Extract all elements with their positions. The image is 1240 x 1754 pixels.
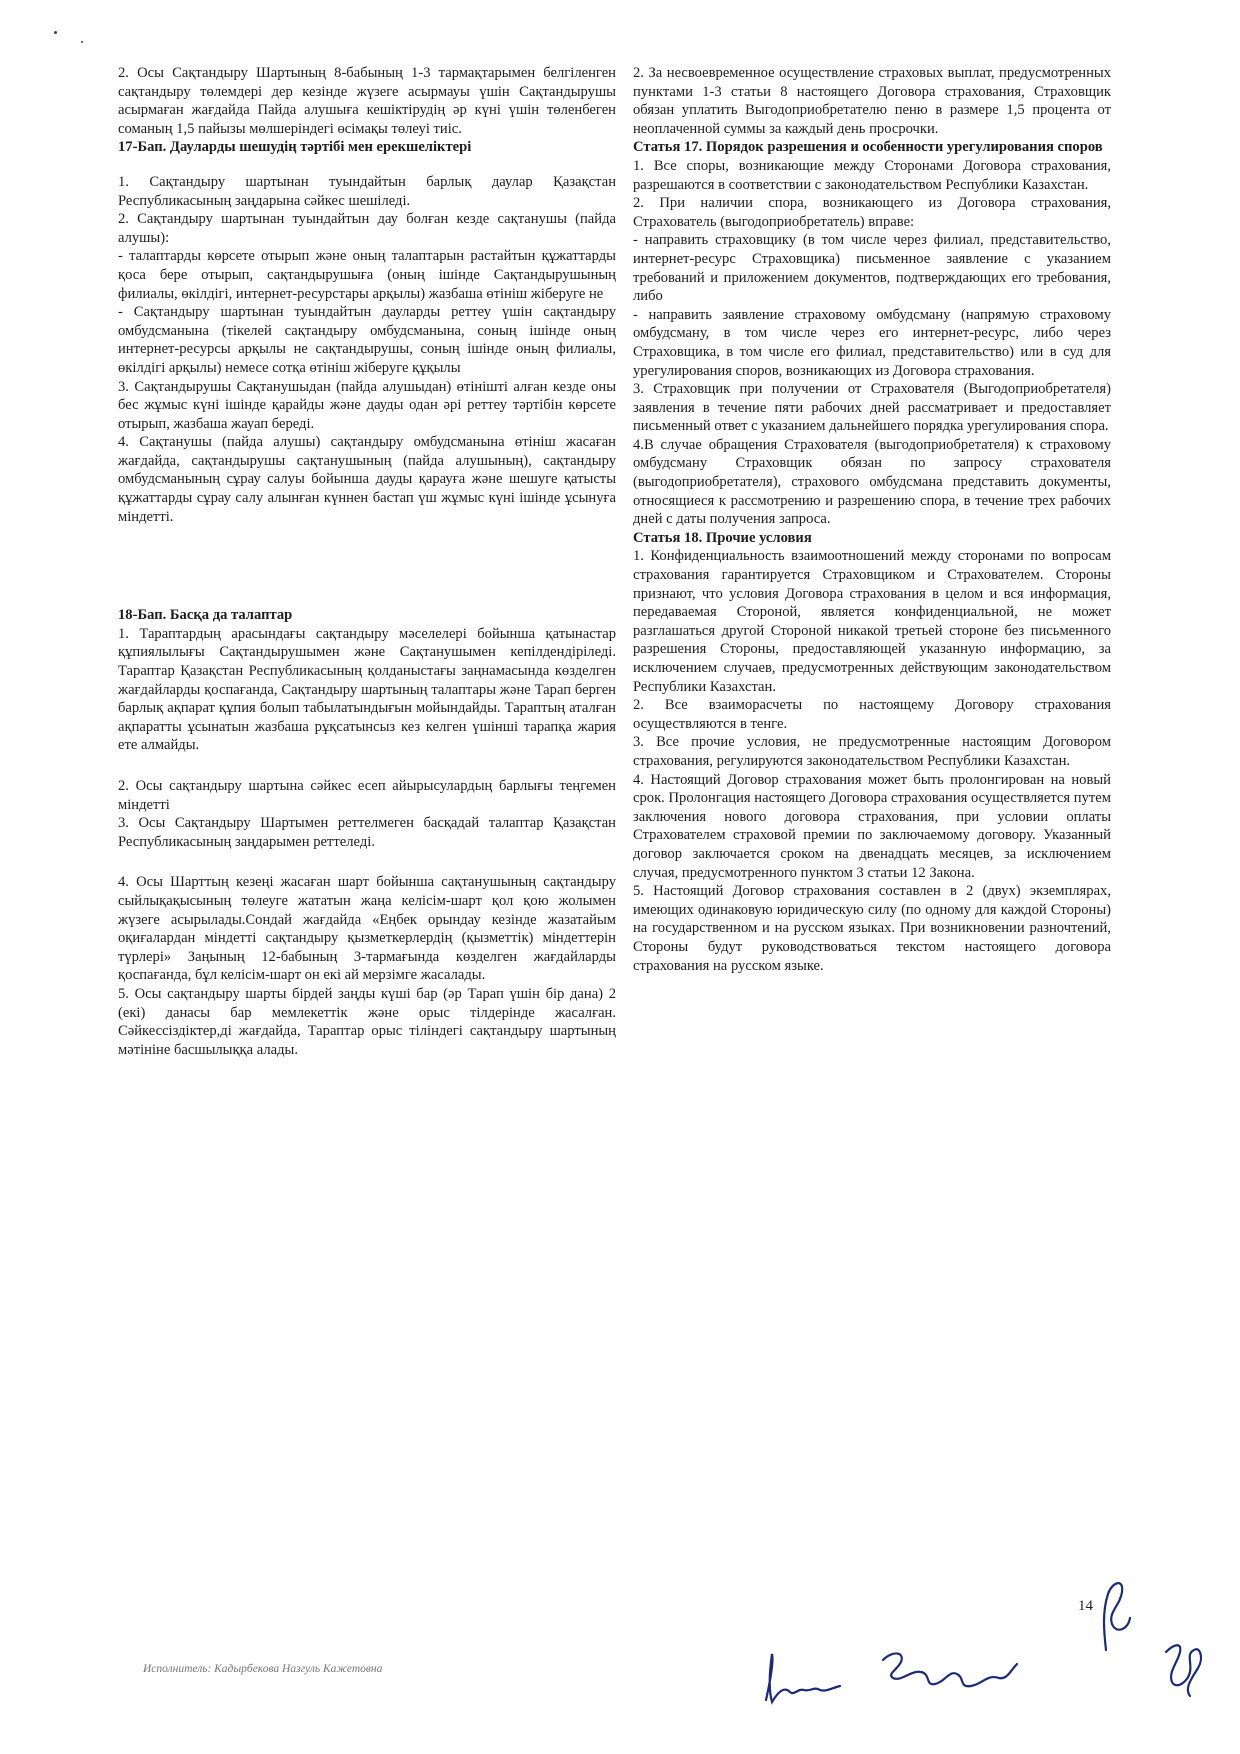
paragraph: - направить заявление страховому омбудсману (напрямую страховому омбудсману, в том числе через его интернет-ресурс, либо через Страховщика, в том числе его филиал, представительство) или в суд для урегулирования споров, возникающих из Договора страхования. [633,306,1111,379]
paragraph: 4. Осы Шарттың кезеңі жасаған шарт бойынша сақтанушының сақтандыру сыйлықақысының төлеуге жататын жаңа келісім-шарт қол қою жолымен жүзеге асырылады.Сондай жағдайда «Еңбек орындау кезінде жазатайым оқиғалардан міндетті сақтандыру қызметкерлердің (қызметтік) міндеттерін түрлері» Заңының 12-бабының 3-тармағында көзделген жағдайларды қоспағанда, бұл келісім-шарт он екі ай мерзімге жасалады. [118,874,616,984]
signature-2 [875,1640,1025,1700]
paragraph: 4. Сақтанушы (пайда алушы) сақтандыру омбудсманына өтініш жасаған жағдайда, сақтандырушы сақтанушының (пайда алушының), сақтандыру омбудсманының сұрау салуы бойынша дауды қарауға және шешуге қатысты құжаттарды сұрау салу алынған күннен бастап үш жұмыс күні ішінде ұсынуға міндетті. [118,434,616,525]
paragraph: 2. За несвоевременное осуществление страховых выплат, предусмотренных пунктами 1-3 статьи 8 настоящего Договора страхования, Страховщик обязан уплатить Выгодоприобретателю пеню в размере 1,5 процента от неоплаченной суммы за каждый день просрочки. [633,65,1111,137]
paragraph: - Сақтандыру шартынан туындайтын дауларды реттеу үшін сақтандыру омбудсманына (тікелей сақтандыру омбудсманына, соның ішінде оның интернет-ресурсы арқылы не сақтандырушы, соның ішінде оның филиалы, өкілдігі арқылы) немесе сотқа өтініш жіберуге құқылы [118,304,616,376]
paragraph: 3. Страховщик при получении от Страхователя (Выгодоприобретателя) заявления в течение пяти рабочих дней рассматривает и предоставляет письменный ответ с указанием дальнейшего порядка урегулирования спора. [633,381,1111,435]
scan-speck [54,31,57,34]
paragraph: 3. Сақтандырушы Сақтанушыдан (пайда алушыдан) өтінішті алған кезде оны бес жұмыс күні ішінде қарайды және дауды одан әрі реттеу тәртібін көрсете отырып, жазбаша жауап береді. [118,378,616,432]
section-heading: 17-Бап. Дауларды шешудің тәртібі мен ерекшеліктері [118,139,472,156]
initials-right [1160,1632,1210,1702]
signature-1 [756,1642,846,1712]
executor-line: Исполнитель: Кадырбекова Назгуль Кажетовна [143,1663,383,1675]
paragraph: 2. Сақтандыру шартынан туындайтын дау болған кезде сақтанушы (пайда алушы): [118,211,616,246]
paragraph: - талаптарды көрсете отырып және оның талаптарын растайтын құжаттарды қоса бере отырып, сақтандырушыға (оның ішінде Сақтандырушының филиалы, өкілдігі, интернет-ресурстары арқылы) жазбаша өтініш жіберуге не [118,248,616,302]
initials [1094,1572,1134,1652]
russian-column [633,64,1111,975]
section-heading: Статья 18. Прочие условия [633,529,812,546]
paragraph: 4. Настоящий Договор страхования может быть пролонгирован на новый срок. Пролонгация настоящего Договора страхования осуществляется путем заключения нового договора страхования, при условии оплаты Страхователем страховой премии по заключаемому договору. Указанный договор заключается сроком на двенадцать месяцев, за исключением случая, предусмотренного пунктом 3 статьи 12 Закона. [633,771,1111,881]
paragraph: 2. Осы сақтандыру шартына сәйкес есеп айырысулардың барлығы теңгемен міндетті [118,778,616,813]
paragraph: - направить страховщику (в том числе через филиал, представительство, интернет-ресурс Страховщика) письменное заявление с указанием требований и приложением документов, подтверждающих его требования, либо [633,232,1111,305]
paragraph: 4.В случае обращения Страхователя (выгодоприобретателя) к страховому омбудсману Страховщик обязан по запросу страхователя (выгодоприобретателя), страхового омбудсмана представить документы, относящиеся к рассмотрению и разрешению спора, в течение трех рабочих дней с даты получения запроса. [633,436,1111,528]
section-heading: 18-Бап. Басқа да талаптар [118,607,293,624]
page-number: 14 [1078,1598,1093,1614]
kazakh-column [118,64,616,1059]
paragraph: 5. Осы сақтандыру шарты бірдей заңды күші бар (әр Тарап үшін бір дана) 2 (екі) данасы бар мемлекеттік және орыс тілдерінде жасалған. Сәйкессіздіктер,ді жағдайда, Тараптар орыс тіліндегі сақтандыру шартының мәтініне басшылыққа алады. [118,985,616,1058]
paragraph: 1. Все споры, возникающие между Сторонами Договора страхования, разрешаются в соответствии с законодательством Республики Казахстан. [633,157,1111,193]
section-heading: Статья 17. Порядок разрешения и особенности урегулирования споров [633,139,1103,156]
paragraph: 2. При наличии спора, возникающего из Договора страхования, Страхователь (выгодоприобретатель) вправе: [633,195,1111,230]
paragraph: 3. Все прочие условия, не предусмотренные настоящим Договором страхования, регулируются законодательством Республики Казахстан. [633,734,1111,769]
paragraph: 5. Настоящий Договор страхования составлен в 2 (двух) экземплярах, имеющих одинаковую юридическую силу (по одному для каждой Стороны) на государственном и на русском языках. При возникновении разночтений, Стороны будут руководствоваться текстом настоящего договора страхования на русском языке. [633,883,1111,974]
scan-speck [81,41,83,43]
paragraph: 2. Все взаиморасчеты по настоящему Договору страхования осуществляются в тенге. [633,697,1111,732]
paragraph: 1. Конфиденциальность взаимоотношений между сторонами по вопросам страхования гарантируется Страховщиком и Страхователем. Стороны признают, что условия Договора страхования в целом и вся информация, передаваемая Стороной, является конфиденциальной, не может разглашаться другой Стороной никакой третьей стороне без письменного разрешения Стороны, предоставляющей указанную информацию, за исключением случаев, предусмотренных действующим законодательством Республики Казахстан. [633,548,1111,695]
paragraph: 1. Тараптардың арасындағы сақтандыру мәселелері бойынша қатынастар құпиялылығы Сақтандырушымен және Сақтанушымен кепілдендіріледі. Тараптар Қазақстан Республикасының қолданыстағы заңнамасында көзделген жағдайларды қоспағанда, Сақтандыру шартының талаптары және Тарап берген барлық ақпарат құпия болып табылатындығын мойындайды. Тараптың аталған ақпаратты ұсынатын жазбаша рұқсатынсыз кез келген үшінші тарапқа жария ете алмайды. [118,625,616,754]
paragraph: 2. Осы Сақтандыру Шартының 8-бабының 1-3 тармақтарымен белгіленген сақтандыру төлемдері дер кезінде жүзеге асырмауы үшін Сақтандырушы асырмаған жағдайда Пайда алушыға кешіктірудің әр күні үшін төленбеген соманың 1,5 пайызы мөлшеріндегі өсімақы төлеуі тиіс. [118,65,616,137]
paragraph: 3. Осы Сақтандыру Шартымен реттелмеген басқадай талаптар Қазақстан Республикасының заңдарымен реттеледі. [118,815,616,850]
paragraph: 1. Сақтандыру шартынан туындайтын барлық даулар Қазақстан Республикасының заңдарына сәйкес шешіледі. [118,173,616,209]
